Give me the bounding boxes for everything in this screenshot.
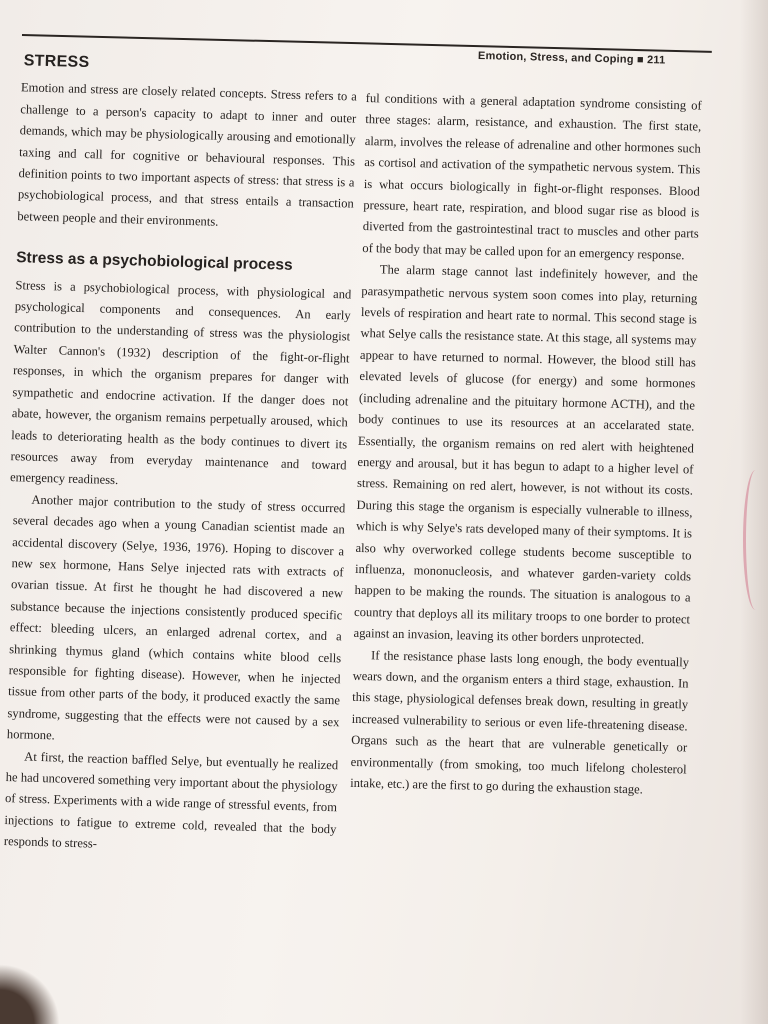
paragraph: Another major contribution to the study of stress occurred several decades ago when a young Canadian scientist made an accidental discovery (Selye, 1936, 1976). Hoping to discover a new sex hormone, Hans Selye injected rats with extracts of ovarian tissue. At first he thought he had discovered a new substance because the injections consistently produced specific effect: bleeding ulcers, an enlarged adrenal cortex, and a shrinking thymus gland (which contains white blood cells responsible for fighting disease). However, when he injected tissue from other parts of the body, it produced exactly the same syndrome, suggesting that the effects were not caused by a sex hormone. (6, 492, 346, 743)
right-column (350, 88, 702, 802)
running-head: Emotion, Stress, and Coping ■ 211 (477, 50, 666, 67)
paragraph: The alarm stage cannot last indefinitely however, and the parasympathetic nervous system soon comes into play, returning levels of respiration and heart rate to normal. This second stage is what Selye calls the resistance state. At this stage, all systems may appear to have returned to normal. However, the blood still has elevated levels of glucose (for energy) and some hormones (including adrenaline and the pituitary hormone ACTH), and the body continues to use its resources at an accelarated state. Essentially, the organism remains on red alert with heightened energy and arousal, but it has begun to adapt to a higher level of stress. Remaining on red alert, however, is not without its costs. During this stage the organism is especially vulnerable to illness, which is why Selye's rats developed many of their symptoms. It is also why overworked college students become susceptible to influenza, mononucleosis, and whatever garden-variety colds happen to be making the rounds. The situation is analogous to a country that deploys all its military troops to one border to protect against an invasion, leaving its other borders unprotected. (353, 262, 698, 647)
subsection-title: Stress as a psychobiological process (15, 249, 293, 275)
header-rule (22, 34, 712, 53)
section-title: STRESS (23, 52, 90, 72)
paragraph: If the resistance phase lasts long enough, the body eventually wears down, and the organism enters a third stage, exhaustion. In this stage, physiological defenses break down, resulting in greatly increased vulnerability to serious or even life-threatening disease. Organs such as the heart that are vulnerable genetically or environmentally (from smoking, too much lifelong cholesterol intake, etc.) are the first to go during the exhaustion stage. (350, 647, 690, 797)
paragraph: Stress is a psychobiological process, with physiological and psychological components and consequences. An early contribution to the understanding of stress was the physiologist Walter Cannon's (1932) description of the fight-or-flight responses, in which the organism prepares for danger with sympathetic and endocrine activation. If the danger does not abate, however, the organism remains perpetually aroused, which leads to deteriorating health as the body continues to divert its resources away from everyday maintenance and toward emergency readiness. (9, 277, 352, 488)
background-corner (0, 964, 60, 1024)
paragraph: At first, the reaction baffled Selye, but eventually he realized he had uncovered something very important about the physiology of stress. Experiments with a wide range of stressful events, from injections to fatigue to extreme cold, revealed that the body responds to stress- (3, 749, 339, 851)
intro-paragraph: Emotion and stress are closely related concepts. Stress refers to a challenge to a person's capacity to adapt to inner and outer demands, which may be physiologically arousing and emotionally taxing and call for cognitive or behavioural responses. This definition points to two important aspects of stress: that stress is a psychobiological process, and that stress entails a transaction between people and their environments. (17, 80, 358, 229)
left-column (0, 50, 358, 862)
paragraph: ful conditions with a general adaptation syndrome consisting of three stages: alarm, resistance, and exhaustion. The first state, alarm, involves the release of adrenaline and other hormones such as cortisol and activation of the sympathetic nervous system. This is what occurs biologically in fight-or-flight responses. Blood pressure, heart rate, respiration, and blood sugar rise as blood is diverted from the gastrointestinal tract to muscles and other parts of the body that may be called upon for an emergency response. (362, 90, 702, 263)
pink-mark (743, 470, 768, 610)
